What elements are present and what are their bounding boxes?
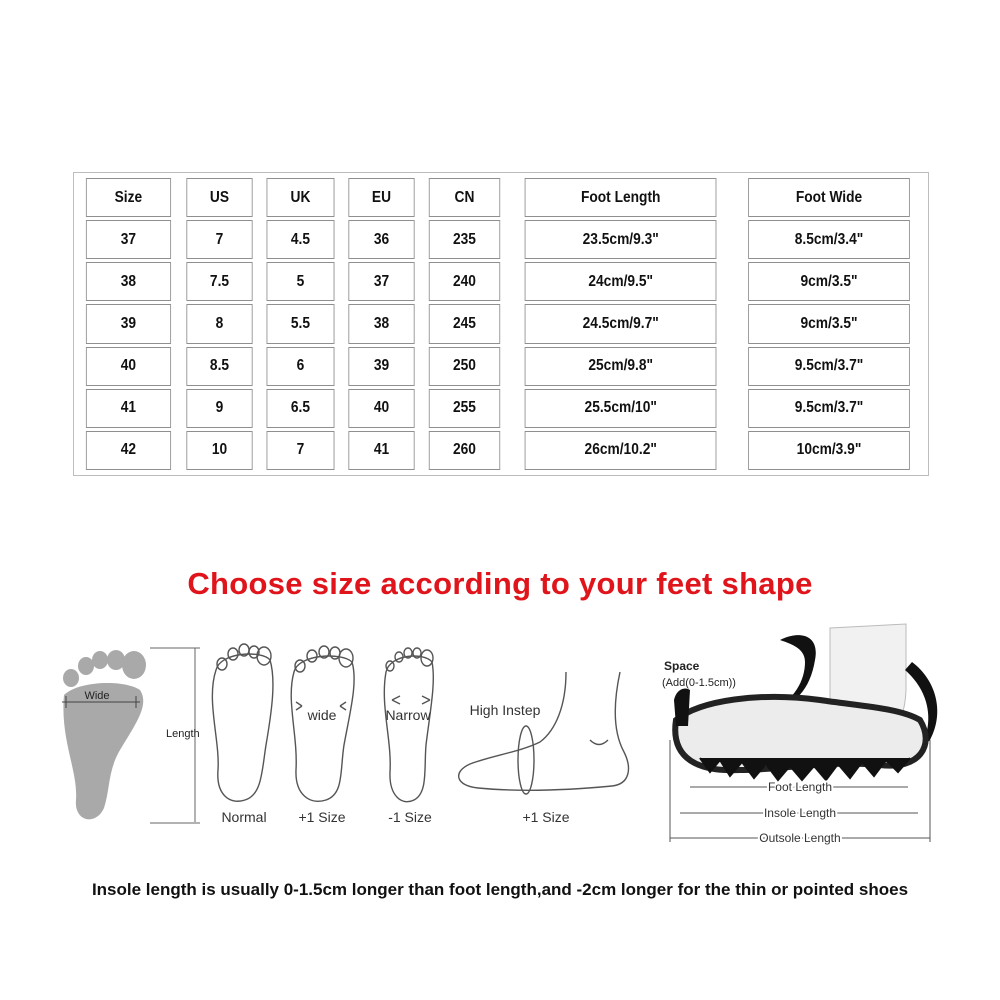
table-header-cell: Foot Wide (748, 178, 910, 217)
table-header-cell: UK (266, 178, 334, 217)
table-cell: 39 (86, 304, 171, 343)
foot-normal (212, 644, 273, 801)
table-cell: 40 (348, 389, 414, 428)
high-instep-size-label: +1 Size (522, 809, 570, 825)
high-instep-annotation: High Instep (469, 702, 541, 718)
table-cell: 10cm/3.9" (748, 431, 910, 470)
table-cell: 26cm/10.2" (524, 431, 716, 470)
table-cell: 5.5 (266, 304, 334, 343)
table-cell: 42 (86, 431, 171, 470)
table-cell: 38 (86, 262, 171, 301)
table-row (79, 389, 923, 428)
table-row (79, 304, 923, 343)
shoe-section-diagram (662, 624, 937, 845)
table-header-row (79, 178, 923, 217)
table-cell: 8.5cm/3.4" (748, 220, 910, 259)
foot-wide (291, 646, 354, 801)
table-cell: 23.5cm/9.3" (524, 220, 716, 259)
foot-high-instep (459, 672, 629, 794)
table-cell: 38 (348, 304, 414, 343)
table-cell: 7.5 (186, 262, 252, 301)
narrow-annotation: Narrow (385, 707, 431, 723)
outsole-length-label: Outsole Length (759, 831, 841, 845)
table-cell: 260 (428, 431, 499, 470)
headline: Choose size according to your feet shape (187, 566, 813, 601)
table-cell: 235 (428, 220, 499, 259)
table-cell: 9 (186, 389, 252, 428)
table-cell: 37 (86, 220, 171, 259)
foot-length-label: Foot Length (767, 780, 833, 794)
foot-shape-illustration (0, 620, 1000, 860)
table-cell: 8.5 (186, 347, 252, 386)
table-cell: 240 (428, 262, 499, 301)
table-cell: 25cm/9.8" (524, 347, 716, 386)
table-cell: 8 (186, 304, 252, 343)
table-cell: 25.5cm/10" (524, 389, 716, 428)
table-cell: 41 (348, 431, 414, 470)
table-cell: 39 (348, 347, 414, 386)
table-cell: 4.5 (266, 220, 334, 259)
table-cell: 5 (266, 262, 334, 301)
table-cell: 40 (86, 347, 171, 386)
table-cell: 24cm/9.5" (524, 262, 716, 301)
table-row (79, 262, 923, 301)
table-row (79, 220, 923, 259)
table-cell: 10 (186, 431, 252, 470)
normal-size-label: Normal (221, 809, 267, 825)
table-cell: 6 (266, 347, 334, 386)
table-cell: 7 (186, 220, 252, 259)
space-label: Space (664, 659, 700, 673)
foot-narrow (384, 648, 433, 802)
table-cell: 9.5cm/3.7" (748, 389, 910, 428)
table-cell: 24.5cm/9.7" (524, 304, 716, 343)
table-cell: 9.5cm/3.7" (748, 347, 910, 386)
size-chart-table (73, 172, 929, 476)
table-cell: 250 (428, 347, 499, 386)
table-row (79, 431, 923, 470)
table-header-cell: Foot Length (524, 178, 716, 217)
table-header-cell: CN (428, 178, 499, 217)
table-header-cell: US (186, 178, 252, 217)
narrow-size-label: -1 Size (388, 809, 432, 825)
table-header-cell: EU (348, 178, 414, 217)
table-row (79, 347, 923, 386)
table-cell: 255 (428, 389, 499, 428)
insole-length-label: Insole Length (763, 806, 837, 820)
table-header-cell: Size (86, 178, 171, 217)
space-detail: (Add(0-1.5cm)) (662, 677, 736, 689)
table-cell: 36 (348, 220, 414, 259)
table-cell: 245 (428, 304, 499, 343)
table-cell: 37 (348, 262, 414, 301)
wide-size-label: +1 Size (298, 809, 346, 825)
table-cell: 9cm/3.5" (748, 304, 910, 343)
table-cell: 41 (86, 389, 171, 428)
length-label: Length (166, 728, 200, 740)
table-cell: 9cm/3.5" (748, 262, 910, 301)
wide-annotation: wide (307, 707, 337, 723)
foot-measure-diagram (62, 648, 200, 823)
wide-label: Wide (84, 690, 110, 702)
insole-note: Insole length is usually 0-1.5cm longer than foot length,and -2cm longer for the thin or pointed shoes (91, 880, 909, 899)
table-cell: 6.5 (266, 389, 334, 428)
table-cell: 7 (266, 431, 334, 470)
